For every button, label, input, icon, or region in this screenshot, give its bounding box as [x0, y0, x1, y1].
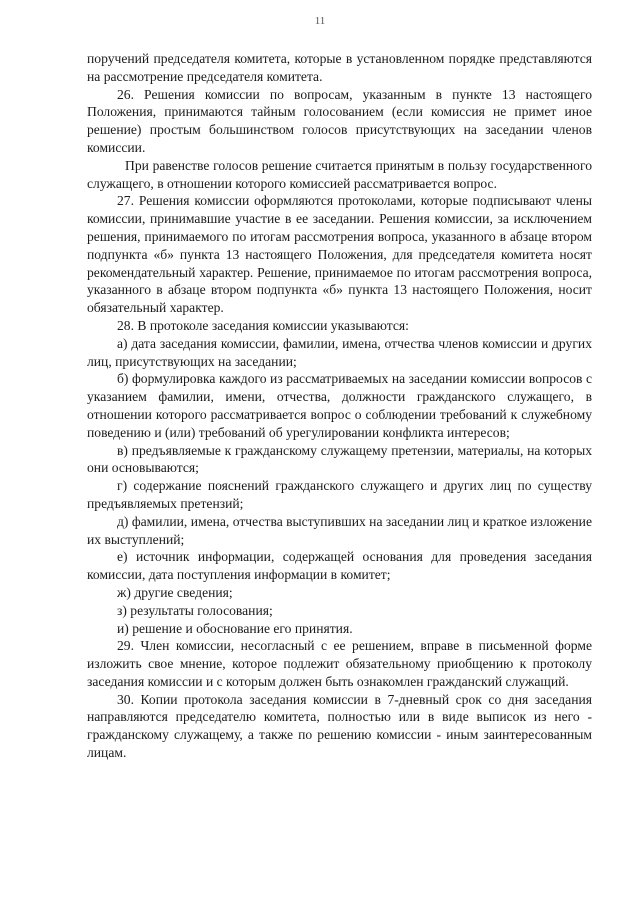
list-item-i: и) решение и обоснование его принятия. — [117, 620, 353, 636]
list-item-b: б) формулировка каждого из рассматриваемых на заседании комиссии вопросов с указанием фамилии, имени, отчества, должности гражданского служащего, в отношении которого рассматривается вопрос о соблюдении требований к служебному поведению и (или) требований об урегулировании конфликта интересов; — [87, 371, 592, 440]
list-item-e: е) источник информации, содержащей основания для проведения заседания комиссии, дата поступления информации в комитет; — [87, 549, 592, 583]
paragraph-27: 27. Решения комиссии оформляются протоколами, которые подписывают члены комиссии, принимавшие участие в ее заседании. Решения комиссии, за исключением решения, принимаемого по итогам рассмотрения вопроса, указанного в абзаце втором подпункта «б» пункта 13 настоящего Положения, для председателя комитета носят рекомендательный характер. Решение, принимаемое по итогам рассмотрения вопроса, указанного в абзаце втором подпункта «б» пункта 13 настоящего Положения, носит обязательный характер. — [87, 193, 592, 316]
list-item-g: г) содержание пояснений гражданского служащего и других лиц по существу предъявляемых претензий; — [87, 478, 592, 511]
list-item-d: д) фамилии, имена, отчества выступивших на заседании лиц и краткое изложение их выступлений; — [87, 513, 592, 547]
paragraph-30: 30. Копии протокола заседания комиссии в 7-дневный срок со дня заседания направляются председателю комитета, полностью или в виде выписок из него - гражданскому служащему, а также по решению комиссии - иным заинтересованным лицам. — [87, 691, 592, 761]
paragraph-26: 26. Решения комиссии по вопросам, указанным в пункте 13 настоящего Положения, принимаются тайным голосованием (если комиссия не примет иное решение) простым большинством голосов присутствующих на заседании членов комиссии. — [87, 86, 592, 155]
list-item-zh: ж) другие сведения; — [117, 584, 233, 600]
paragraph-26-tie-vote: При равенстве голосов решение считается принятым в пользу государственного служащего, в отношении которого комиссией рассматривается вопрос. — [87, 157, 592, 191]
paragraph-28: 28. В протоколе заседания комиссии указываются: — [117, 317, 409, 333]
list-item-a: а) дата заседания комиссии, фамилии, имена, отчества членов комиссии и других лиц, присутствующих на заседании; — [87, 335, 592, 369]
paragraph-29: 29. Член комиссии, несогласный с ее решением, вправе в письменной форме изложить свое мнение, которое подлежит обязательному приобщению к протоколу заседания комиссии и с которым должен быть ознакомлен гражданский служащий. — [87, 638, 592, 689]
page-number: 11 — [314, 15, 326, 27]
list-item-z: з) результаты голосования; — [117, 602, 273, 618]
document-body — [87, 50, 592, 762]
paragraph-continuation: поручений председателя комитета, которые в установленном порядке представляются на рассмотрение председателя комитета. — [87, 51, 592, 84]
list-item-v: в) предъявляемые к гражданскому служащему претензии, материалы, на которых они основываются; — [87, 442, 592, 476]
